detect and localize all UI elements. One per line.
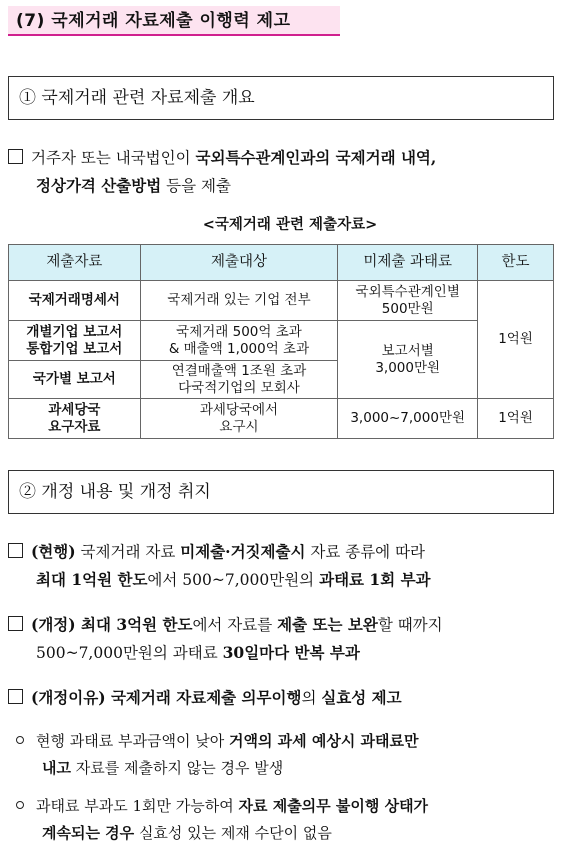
doc-name-cell: 국가별 보고서 (9, 361, 141, 399)
section-header: (7) 국제거래 자료제출 이행력 제고 (8, 6, 340, 36)
square-bullet-icon (8, 543, 23, 558)
header-cell: 제출대상 (140, 245, 338, 281)
square-bullet-icon (8, 616, 23, 631)
square-bullet-icon (8, 689, 23, 704)
circle-bullet-icon (16, 736, 24, 744)
section-2-title: ② 개정 내용 및 개정 취지 (8, 470, 554, 514)
header-cell: 미제출 과태료 (338, 245, 478, 281)
fine-cell: 3,000~7,000만원 (338, 399, 478, 439)
circle-bullet-icon (16, 801, 24, 809)
revised-rule-paragraph: (개정) 최대 3억원 한도에서 자료를 제출 또는 보완할 때까지 500~7,000만원의 과태료 30일마다 반복 부과 (8, 611, 568, 667)
reason-bullet-2: 과태료 부과도 1회만 가능하여 자료 제출의무 불이행 상태가 계속되는 경우 실효성 있는 제재 수단이 없음 (16, 793, 566, 847)
limit-cell: 1억원 (478, 281, 554, 399)
fine-cell: 국외특수관계인별 500만원 (338, 281, 478, 321)
square-bullet-icon (8, 149, 23, 164)
reason-paragraph: (개정이유) 국제거래 자료제출 의무이행의 실효성 제고 (8, 684, 568, 712)
table-caption: <국제거래 관련 제출자료> (202, 217, 378, 233)
doc-name-cell: 과세당국 요구자료 (9, 399, 141, 439)
doc-name-cell: 국제거래명세서 (9, 281, 141, 321)
target-cell: 연결매출액 1조원 초과 다국적기업의 모회사 (140, 361, 338, 399)
current-rule-paragraph: (현행) 국제거래 자료 미제출·거짓제출시 자료 종류에 따라 최대 1억원 한도에서 500~7,000만원의 과태료 1회 부과 (8, 538, 568, 594)
doc-name-cell: 개별기업 보고서 통합기업 보고서 (9, 321, 141, 361)
section-1-title: ① 국제거래 관련 자료제출 개요 (8, 76, 554, 120)
table-header-row (9, 245, 554, 281)
header-cell: 제출자료 (9, 245, 141, 281)
fine-cell: 보고서별 3,000만원 (338, 321, 478, 399)
overview-paragraph: 거주자 또는 내국법인이 국외특수관계인과의 국제거래 내역, 정상가격 산출방법 등을 제출 (8, 144, 568, 200)
target-cell: 과세당국에서 요구시 (140, 399, 338, 439)
target-cell: 국제거래 있는 기업 전부 (140, 281, 338, 321)
target-cell: 국제거래 500억 초과 & 매출액 1,000억 초과 (140, 321, 338, 361)
limit-cell: 1억원 (478, 399, 554, 439)
header-cell: 한도 (478, 245, 554, 281)
table-row (9, 281, 554, 321)
table-row (9, 399, 554, 439)
reason-bullet-1: 현행 과태료 부과금액이 낮아 거액의 과세 예상시 과태료만 내고 자료를 제출하지 않는 경우 발생 (16, 728, 566, 782)
submission-table (8, 244, 554, 439)
table-row (9, 321, 554, 361)
